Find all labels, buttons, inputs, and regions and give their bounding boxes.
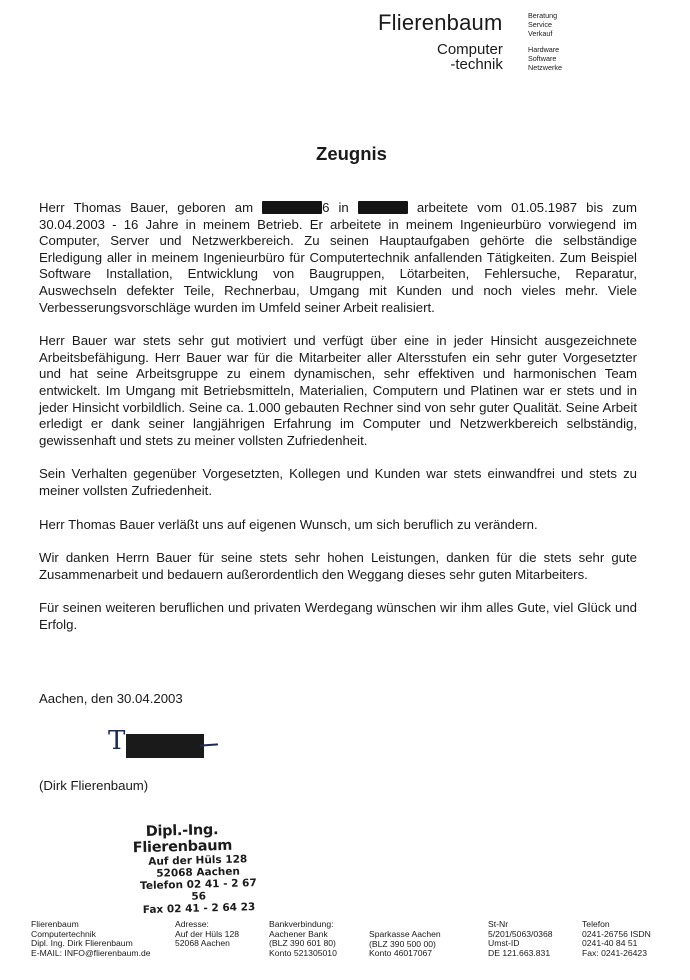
footer-line: Konto 521305010 [269, 947, 337, 958]
paragraph-conduct: Sein Verhalten gegenüber Vorgesetzten, Kollegen und Kunden war stets einwandfrei und stets zu meiner vollsten Zufriedenheit. [39, 466, 637, 498]
footer-phone [582, 920, 651, 958]
signer-name: (Dirk Flierenbaum) [39, 778, 149, 793]
computertechnik-label [437, 42, 503, 72]
footer-line: (BLZ 390 500 00) [369, 938, 436, 949]
footer-sparkasse [369, 930, 441, 959]
footer-line: 5/201/5063/0368 [488, 928, 553, 939]
paragraph-wishes: Für seinen weiteren beruflichen und privaten Werdegang wünschen wir ihm alles Gute, viel Glück und Erfolg. [39, 600, 637, 632]
footer-line: Bankverbindung: [269, 919, 334, 929]
footer-line: Flierenbaum [31, 919, 79, 929]
paragraph-thanks: Wir danken Herrn Bauer für seine stets sehr hohen Leistungen, danken für die stets sehr gute Zusammenarbeit und bedauern außerordentlich den Weggang dieses sehr guten Mitarbeiters. [39, 550, 637, 582]
computer-tag: Netzwerke [528, 63, 562, 72]
document-body [39, 200, 637, 650]
brand-tags [528, 11, 557, 38]
stamp-fax: Fax 02 41 - 2 64 23 [142, 901, 256, 917]
footer-line: St-Nr [488, 919, 509, 929]
footer-line: Auf der Hüls 128 [175, 928, 240, 939]
brand-tag: Service [528, 20, 552, 29]
brand-tag: Verkauf [528, 29, 553, 38]
footer-line: E-MAIL: INFO@flierenbaum.de [31, 947, 151, 958]
company-brand: Flierenbaum [378, 10, 503, 35]
footer-line: Umst-ID [488, 938, 520, 949]
stamp-phone: Telefon 02 41 - 2 67 56 [139, 877, 257, 903]
footer-line: Computertechnik [31, 928, 96, 939]
paragraph-departure: Herr Thomas Bauer verläßt uns auf eigenen Wunsch, um sich beruflich zu verändern. [39, 516, 538, 532]
company-stamp [102, 821, 264, 917]
footer-line: Aachener Bank [269, 928, 328, 939]
paragraph-performance: Herr Bauer war stets sehr gut motiviert und verfügt über eine in jeder Hinsicht ausgezeichnete Arbeitsbefähigung. Herr Bauer war für die Mitarbeiter aller Altersstufen ein sehr guter Vorgesetzter und hat seine Arbeitsgruppe zu einem dynamischen, sehr effektiven und harmonischen Team entwickelt. Im Umgang mit Betriebsmitteln, Materialien, Computern und Platinen war er stets und in jeder Hinsicht vorbildlich. Seine ca. 1.000 gebauten Rechner sind von sehr guter Qualität. Seine Arbeit erledigt er dank seiner langjährigen Erfahrung im Computer und Netzwerkbereich selbständig, gewissenhaft und stets zu meiner vollsten Zufriedenheit. [39, 333, 637, 448]
footer-company [31, 920, 151, 958]
footer-line: DE 121.663.831 [488, 947, 551, 958]
place-date: Aachen, den 30.04.2003 [39, 691, 183, 706]
footer-address [175, 920, 239, 949]
footer-line: Konto 46017067 [369, 948, 433, 959]
footer-line: Dipl. Ing. Dirk Flierenbaum [31, 938, 133, 949]
computer-tag: Hardware [528, 45, 560, 54]
stamp-street: Auf der Hüls 128 [148, 853, 248, 868]
footer-tax [488, 920, 553, 958]
footer-line: Sparkasse Aachen [369, 929, 441, 939]
footer-line: Telefon [582, 919, 610, 929]
paragraph-intro [39, 200, 637, 316]
paragraph-text: 6 in [322, 200, 358, 215]
signature-initial: T [108, 726, 126, 756]
computertechnik-line: -technik [450, 56, 503, 73]
redaction-birthdate [262, 201, 322, 214]
computer-tags [528, 45, 562, 72]
footer-line: Adresse: [175, 919, 209, 929]
paragraph-text: arbeitete vom 01.05.1987 bis zum 30.04.2003 - 16 Jahre in meinem Betrieb. Er arbeitete in meinem Ingenieurbüro vorwiegend im Computer, Server und Netzwerkbereich. Zu seinen Hauptaufgaben gehörte die selbständige Erledigung aller in meinem Ingenieurbüro für Computertechnik anfallenden Tätigkeiten. Zum Beispiel Software Installation, Entwicklung von Baugruppen, Lötarbeiten, Fehlersuche, Reparatur, Auswechseln defekter Teile, Rechnerbau, Umgang mit Kunden und noch vieles mehr. Viele Verbesserungsvorschläge wurden im Umfeld seiner Arbeit realisiert. [39, 200, 637, 315]
redaction-birthplace [358, 201, 408, 214]
signature-stroke [200, 743, 218, 746]
computertechnik-line: Computer [437, 41, 503, 58]
footer-line: 52068 Aachen [175, 938, 230, 949]
footer-line: Fax: 0241-26423 [582, 947, 647, 958]
stamp-city: 52068 Aachen [156, 865, 241, 880]
footer-line: 0241-26756 ISDN [582, 928, 651, 939]
document-title: Zeugnis [316, 143, 387, 164]
footer-line: (BLZ 390 601 80) [269, 938, 336, 949]
footer-line: 0241-40 84 51 [582, 938, 638, 949]
footer-bank [269, 920, 337, 958]
signature-redaction [126, 734, 204, 758]
brand-tag: Beratung [528, 11, 558, 20]
stamp-name: Dipl.-Ing. Flierenbaum [132, 822, 233, 857]
computer-tag: Software [528, 54, 557, 63]
paragraph-text: Herr Thomas Bauer, geboren am [39, 200, 263, 215]
